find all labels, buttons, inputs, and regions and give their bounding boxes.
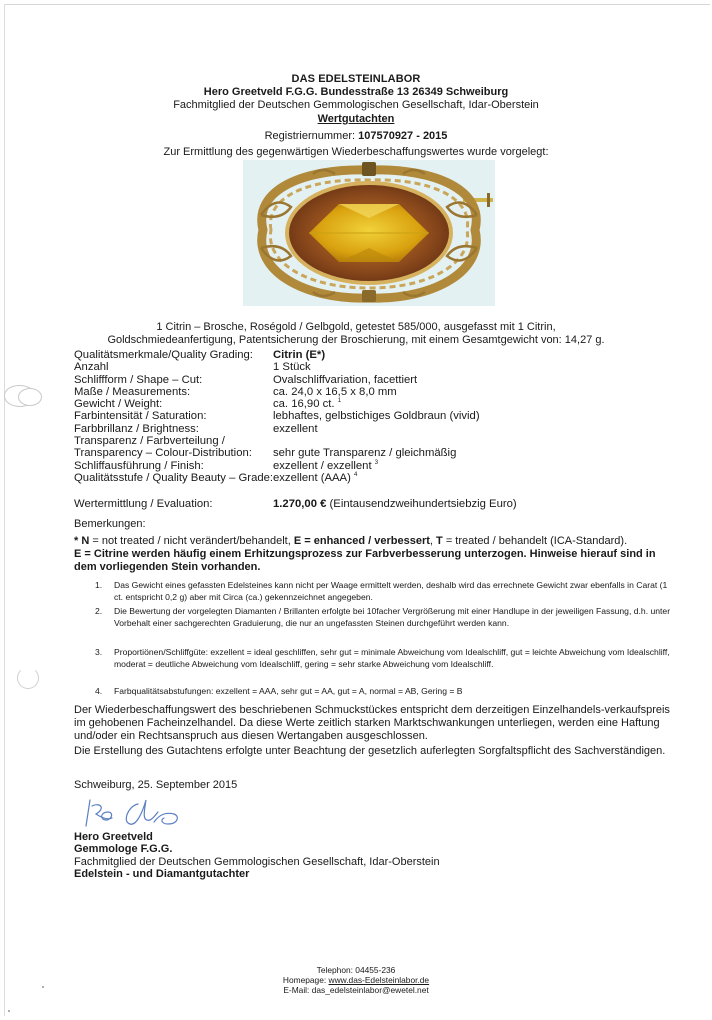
grading-value-text: ca. 16,90 ct. (273, 398, 338, 411)
evaluation-words: (Eintausendzweihundertsiebzig Euro) (326, 498, 517, 510)
footer-contact (0, 965, 712, 996)
footnote-number: 2. (95, 606, 103, 616)
remarks-heading: Bemerkungen: (74, 518, 146, 530)
evaluation-value (273, 498, 517, 510)
grading-value-text: exzellent / exzellent (273, 459, 375, 472)
footnote-number: 3. (95, 647, 103, 657)
diligence-paragraph: Die Erstellung des Gutachtens erfolgte unter Beachtung der gesetzlich auferlegten Sorgfaltspflicht des Sachverständigen. (74, 745, 666, 757)
disclaimer-paragraph: Der Wiederbeschaffungswert des beschriebenen Schmuckstückes entspricht dem derzeitigen Einzelhandels-verkaufspreis im gehobenen Facheinzelhandel. Da diese Werte zeitlich starken Marktschwankungen unterliegen, werden eine Haftung und/oder ein Rechtsanspruch aus diesen Wertangaben ausgeschlossen. (74, 704, 670, 742)
legend-n: N (81, 535, 90, 547)
registration (0, 130, 712, 142)
signatory-title: Gemmologe F.G.G. (74, 843, 173, 856)
footnote-text: Proportiönen/Schliffgüte: exzellent = ideal geschliffen, sehr gut = minimale Abweichung vom Idealschliff, gut = leichte Abweichung vom Idealschliff, moderat = deutliche Abweichung vom Idealschliff, gering = sehr starke Abweichung vom Idealschliff. (114, 647, 670, 669)
signatory-block (74, 831, 440, 881)
grading-row (74, 472, 480, 484)
footnote-text: Die Bewertung der vorgelegten Diamanten / Brillanten erfolgte bei 10facher Vergrößerung mit einer Handlupe in der jeweiligen Fassung, d.h. unter Vorbehalt einer sachgerechten Graduierung, die nur an ungefassten Steinen durchgeführt werden kann. (114, 606, 671, 628)
grading-value: Citrin (E*) (273, 349, 326, 361)
footer-homepage (0, 975, 712, 985)
description-line-2: Goldschmiedeanfertigung, Patentsicherung der Broschierung, mit einem Gesamtgewicht von: 14,27 g. (107, 334, 605, 346)
footnote-number: 1. (95, 580, 103, 590)
grading-row (74, 349, 480, 361)
lab-membership: Fachmitglied der Deutschen Gemmologischen Gesellschaft, Idar-Oberstein (173, 99, 539, 111)
footer-email: E-Mail: das_edelsteinlabor@ewetel.net (283, 985, 429, 996)
grading-label: Anzahl (74, 361, 109, 374)
punch-hole-upper-overlap (18, 388, 42, 406)
grading-row (74, 447, 480, 459)
legend-t-text: = treated / behandelt (ICA-Standard). (442, 535, 628, 547)
footer-phone: Telephon: 04455-236 (316, 965, 396, 975)
footnote (95, 580, 675, 603)
grading-row (74, 361, 480, 373)
grading-label: Farbbrillanz / Brightness: (74, 422, 199, 435)
footnote-ref: 1 (337, 398, 342, 405)
item-description (0, 321, 712, 347)
footnote-ref: 4 (354, 471, 358, 478)
footnote-text: Farbqualitätsabstufungen: exzellent = AAA, sehr gut = AA, gut = A, normal = AB, Gering = B (114, 686, 463, 696)
grading-value: Ovalschliffvariation, facettiert (273, 373, 418, 386)
grading-row (74, 386, 480, 398)
grading-value: lebhaftes, gelbstichiges Goldbraun (vivid) (273, 410, 480, 423)
treatment-legend (74, 535, 627, 547)
grading-label: Schliffform / Shape – Cut: (74, 373, 203, 386)
signatory-name: Hero Greetveld (74, 831, 153, 843)
footnote (95, 647, 675, 670)
grading-label: Transparenz / Farbverteilung / (74, 435, 225, 448)
place-date: Schweiburg, 25. September 2015 (74, 779, 238, 791)
intro-text: Zur Ermittlung des gegenwärtigen Wiederbeschaffungswertes wurde vorgelegt: (163, 146, 549, 158)
grading-label: Farbintensität / Saturation: (74, 410, 207, 423)
legend-t: T (436, 535, 443, 547)
citrine-brooch-image (243, 160, 495, 306)
grading-row (74, 374, 480, 386)
footnote-text: Das Gewicht eines gefassten Edelsteines kann nicht per Waage ermittelt werden, deshalb wird das errechnete Gewicht zwar ebenfalls in Carat (1 ct. entspricht 0,2 g) aber mit Circa (ca.) gekennzeichnet angegeben. (114, 580, 668, 602)
brooch-photo (243, 160, 495, 306)
grading-value (273, 460, 378, 472)
grading-label: Transparency – Colour-Distribution: (74, 447, 252, 460)
grading-row (74, 460, 480, 472)
asterisk: * (74, 535, 82, 547)
description-line-1: 1 Citrin – Brosche, Roségold / Gelbgold, getestet 585/000, ausgefasst mit 1 Citrin, (156, 321, 556, 333)
footnote (95, 686, 675, 698)
document-type: Wertgutachten (317, 113, 395, 125)
legend-sep: , (429, 535, 437, 547)
grading-label: Gewicht / Weight: (74, 398, 163, 411)
grading-value-text: exzellent (AAA) (273, 471, 354, 484)
grading-value: ca. 24,0 x 16,5 x 8,0 mm (273, 385, 397, 398)
grading-value: sehr gute Transparenz / gleichmäßig (273, 447, 457, 460)
evaluation-amount: 1.270,00 € (273, 498, 327, 510)
legend-e: E = enhanced / verbessert (293, 535, 430, 547)
grading-table (74, 349, 480, 484)
grading-label: Qualitätsstufe / Quality Beauty – Grade: (74, 471, 274, 484)
evaluation (74, 498, 517, 510)
grading-value: 1 Stück (273, 361, 311, 374)
registration-label: Registriernummer: (264, 130, 359, 142)
homepage-label: Homepage: (282, 975, 329, 986)
legend-n-text: = not treated / nicht verändert/behandelt, (89, 535, 294, 547)
homepage-link[interactable]: www.das-Edelsteinlabor.de (328, 975, 430, 986)
lab-address: Hero Greetveld F.G.G. Bundesstraße 13 26349 Schweiburg (203, 86, 509, 98)
footnote (95, 606, 675, 629)
registration-number: 107570927 - 2015 (358, 130, 448, 142)
signatory-membership: Fachmitglied der Deutschen Gemmologischen Gesellschaft, Idar-Oberstein (74, 855, 440, 868)
grading-row (74, 410, 480, 422)
grading-value: exzellent (273, 422, 318, 435)
evaluation-label: Wertermittlung / Evaluation: (74, 498, 213, 510)
grading-row (74, 423, 480, 435)
handwritten-signature (80, 796, 190, 832)
scan-speck (8, 1010, 10, 1012)
citrine-treatment-note: E = Citrine werden häufig einem Erhitzungsprozess zur Farbverbesserung unterzogen. Hinweise hierauf sind in dem vorliegenden Stein vorhanden. (74, 548, 656, 573)
lab-title: DAS EDELSTEINLABOR (291, 73, 421, 85)
footnote-ref: 3 (374, 459, 379, 466)
scan-speck (42, 986, 44, 988)
signatory-role: Edelstein - und Diamantgutachter (74, 868, 250, 881)
grading-row (74, 398, 480, 410)
footnote-number: 4. (95, 686, 103, 696)
grading-row (74, 435, 480, 447)
scan-edge-top (4, 4, 710, 5)
grading-value (273, 472, 357, 484)
grading-label: Maße / Measurements: (74, 385, 191, 398)
punch-hole-lower (17, 667, 39, 689)
grading-label: Qualitätsmerkmale/Quality Grading: (74, 349, 253, 361)
grading-value (273, 398, 341, 410)
grading-label: Schliffausführung / Finish: (74, 459, 204, 472)
